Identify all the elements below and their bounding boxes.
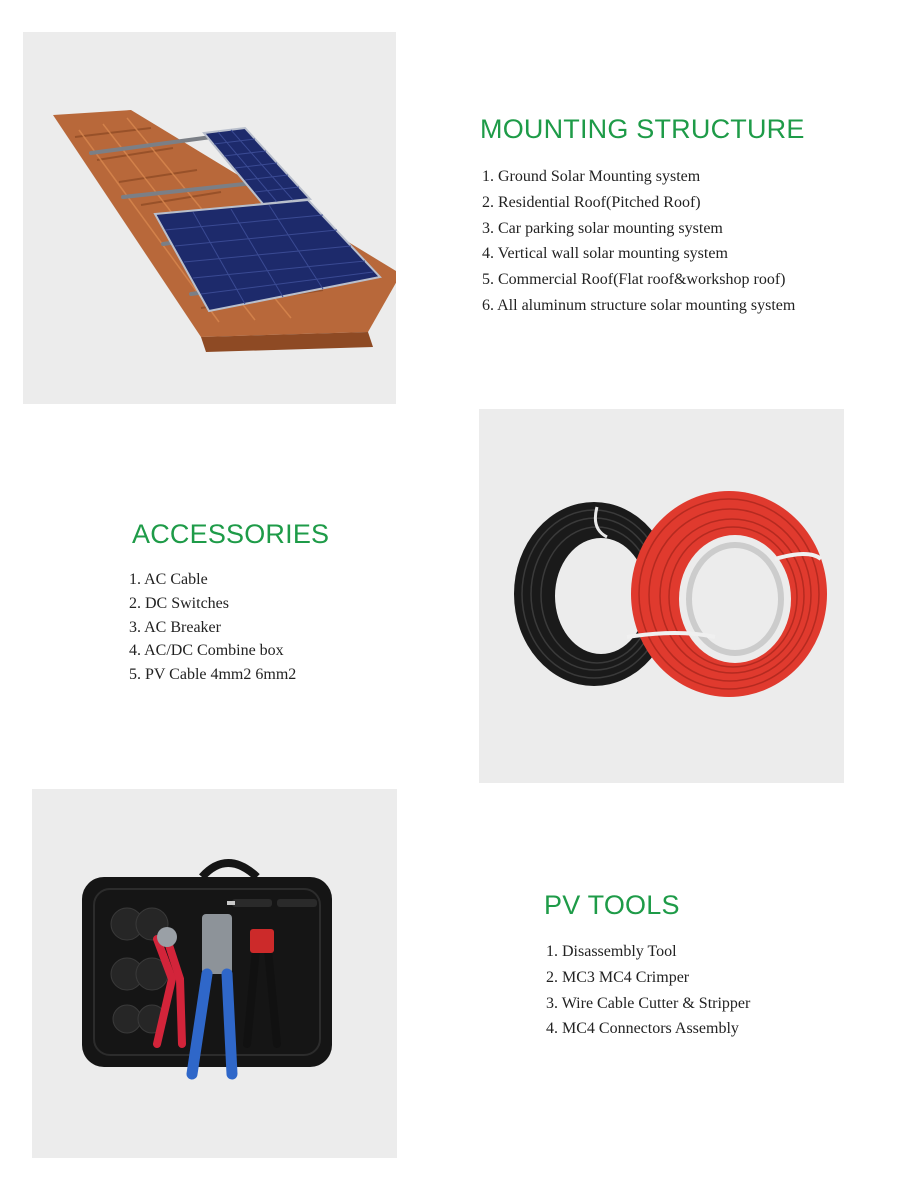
- list-item: 6. All aluminum structure solar mounting system: [482, 296, 796, 314]
- list-item: 4. Vertical wall solar mounting system: [482, 245, 728, 263]
- list-item: 4. AC/DC Combine box: [129, 642, 284, 660]
- list-item: 4. MC4 Connectors Assembly: [546, 1020, 739, 1038]
- mounting-structure-image: [23, 32, 396, 404]
- accessories-list: [129, 568, 296, 687]
- list-item: 1. Ground Solar Mounting system: [482, 168, 701, 185]
- list-item: 1. Disassembly Tool: [546, 943, 677, 960]
- list-item: 1. AC Cable: [129, 571, 208, 588]
- pv-tools-list: [546, 939, 750, 1042]
- pv-cable-image: [479, 409, 844, 783]
- accessories-heading: ACCESSORIES: [132, 519, 330, 549]
- list-item: 2. DC Switches: [129, 594, 229, 612]
- list-item: 3. AC Breaker: [129, 618, 221, 636]
- list-item: 2. MC3 MC4 Crimper: [546, 968, 690, 986]
- cable-reels-illustration: [479, 409, 844, 783]
- tool-kit-illustration: [32, 789, 397, 1158]
- list-item: 5. PV Cable 4mm2 6mm2: [129, 666, 297, 684]
- list-item: 3. Car parking solar mounting system: [482, 219, 723, 237]
- pv-tools-image: [32, 789, 397, 1158]
- mounting-structure-list: [482, 164, 795, 319]
- mounting-structure-heading: MOUNTING STRUCTURE: [480, 114, 805, 144]
- list-item: 5. Commercial Roof(Flat roof&workshop roof): [482, 271, 786, 289]
- list-item: 3. Wire Cable Cutter & Stripper: [546, 994, 751, 1012]
- pv-tools-heading: PV TOOLS: [544, 890, 680, 920]
- solar-roof-illustration: [23, 32, 396, 404]
- list-item: 2. Residential Roof(Pitched Roof): [482, 193, 701, 211]
